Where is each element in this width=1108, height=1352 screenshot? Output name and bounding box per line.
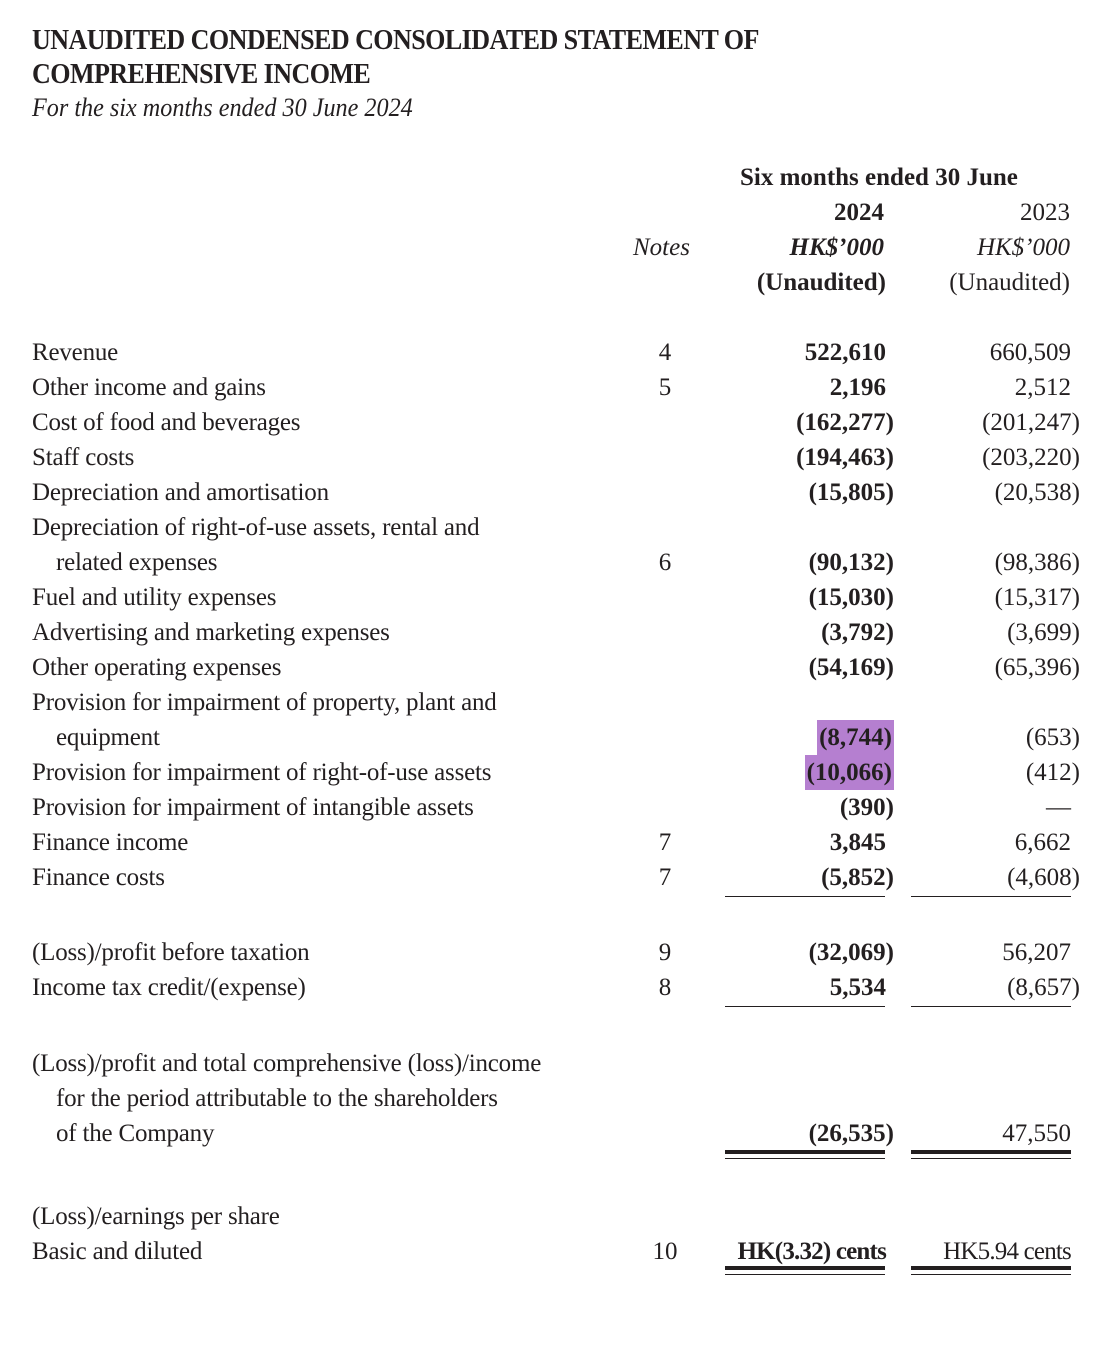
row-label: Finance costs bbox=[32, 864, 165, 891]
total-double-rule-thin-2024 bbox=[725, 1158, 885, 1159]
value-2024-highlighted: (10,066) bbox=[805, 755, 894, 790]
row-label-continued: of the Company bbox=[56, 1120, 215, 1147]
table-row-staff-costs bbox=[0, 440, 1108, 475]
table-row-impairment-intangible bbox=[0, 790, 1108, 825]
value-2024: (5,852) bbox=[821, 864, 894, 891]
row-label: Provision for impairment of property, plant and bbox=[32, 689, 497, 716]
table-row-total-comprehensive bbox=[0, 1046, 1108, 1081]
table-row-depreciation-rou bbox=[0, 510, 1108, 545]
value-2023: (203,220) bbox=[982, 444, 1080, 471]
table-row-impairment-rou bbox=[0, 755, 1108, 790]
currency-2023-header: HK$’000 bbox=[976, 234, 1070, 261]
value-2024: 2,196 bbox=[829, 374, 886, 401]
value-2023: (412) bbox=[1025, 759, 1080, 786]
value-2023: (8,657) bbox=[1007, 974, 1080, 1001]
total-double-rule-thin-2023 bbox=[911, 1158, 1071, 1159]
row-label: Fuel and utility expenses bbox=[32, 584, 277, 611]
row-label: Advertising and marketing expenses bbox=[32, 619, 390, 646]
row-label-continued: for the period attributable to the shareholders bbox=[56, 1085, 498, 1112]
row-note: 8 bbox=[658, 974, 672, 1001]
value-2024: 3,845 bbox=[829, 829, 886, 856]
value-2023: 2,512 bbox=[1014, 374, 1071, 401]
value-2023: (15,317) bbox=[994, 584, 1080, 611]
table-row-cost-of-food bbox=[0, 405, 1108, 440]
row-note: 9 bbox=[658, 939, 672, 966]
row-note: 7 bbox=[658, 864, 672, 891]
row-label: Finance income bbox=[32, 829, 189, 856]
value-2023: 47,550 bbox=[1002, 1120, 1071, 1147]
value-2023: (98,386) bbox=[994, 549, 1080, 576]
table-row-advertising bbox=[0, 615, 1108, 650]
table-row-total-comprehensive-cont bbox=[0, 1081, 1108, 1116]
value-2024: 5,534 bbox=[829, 974, 886, 1001]
notes-header: Notes bbox=[633, 234, 690, 261]
value-2024: (54,169) bbox=[808, 654, 894, 681]
value-2024: (15,805) bbox=[808, 479, 894, 506]
table-row-finance-income bbox=[0, 825, 1108, 860]
row-label: (Loss)/earnings per share bbox=[32, 1203, 280, 1230]
row-label-continued: related expenses bbox=[56, 549, 218, 576]
value-2024: (3,792) bbox=[821, 619, 894, 646]
value-2024: (15,030) bbox=[808, 584, 894, 611]
row-label: (Loss)/profit before taxation bbox=[32, 939, 310, 966]
table-row-other-operating bbox=[0, 650, 1108, 685]
eps-double-rule-thick-2024 bbox=[725, 1266, 885, 1270]
period-header: Six months ended 30 June bbox=[740, 164, 1018, 191]
value-2023: (65,396) bbox=[994, 654, 1080, 681]
value-2024: (162,277) bbox=[796, 409, 894, 436]
value-2023: (20,538) bbox=[994, 479, 1080, 506]
value-2024-highlighted: (8,744) bbox=[817, 720, 894, 755]
value-2023: (653) bbox=[1025, 724, 1080, 751]
subtotal-rule-2024 bbox=[725, 896, 885, 897]
value-2023: HK5.94 cents bbox=[943, 1238, 1071, 1265]
table-row-eps-basic-diluted bbox=[0, 1234, 1108, 1269]
row-label: Income tax credit/(expense) bbox=[32, 974, 306, 1001]
row-note: 7 bbox=[658, 829, 672, 856]
table-row-eps-heading bbox=[0, 1199, 1108, 1234]
table-row-depreciation bbox=[0, 475, 1108, 510]
row-label: Cost of food and beverages bbox=[32, 409, 301, 436]
currency-2024-header: HK$’000 bbox=[789, 234, 884, 261]
table-row-income-tax bbox=[0, 970, 1108, 1005]
eps-double-rule-thin-2023 bbox=[911, 1274, 1071, 1275]
subtotal-rule-2023 bbox=[911, 896, 1071, 897]
row-label: Provision for impairment of intangible assets bbox=[32, 794, 474, 821]
table-row-total-comprehensive-cont2 bbox=[0, 1116, 1108, 1151]
row-note: 10 bbox=[652, 1238, 678, 1265]
table-row-other-income bbox=[0, 370, 1108, 405]
value-2024: (26,535) bbox=[808, 1120, 894, 1147]
row-label: Staff costs bbox=[32, 444, 135, 471]
row-note: 6 bbox=[658, 549, 672, 576]
value-2023: 660,509 bbox=[989, 339, 1071, 366]
eps-double-rule-thick-2023 bbox=[911, 1266, 1071, 1270]
row-label: Other operating expenses bbox=[32, 654, 282, 681]
table-row-impairment-ppe bbox=[0, 685, 1108, 720]
table-row-profit-before-tax bbox=[0, 935, 1108, 970]
year-2023-header: 2023 bbox=[1020, 199, 1070, 226]
row-label-continued: equipment bbox=[56, 724, 160, 751]
table-row-depreciation-rou-cont bbox=[0, 545, 1108, 580]
status-2023-header: (Unaudited) bbox=[949, 269, 1070, 296]
total-double-rule-thick-2024 bbox=[725, 1150, 885, 1154]
row-label: Depreciation of right-of-use assets, rental and bbox=[32, 514, 480, 541]
row-label: Other income and gains bbox=[32, 374, 266, 401]
row-label: Provision for impairment of right-of-use assets bbox=[32, 759, 492, 786]
row-note: 4 bbox=[658, 339, 672, 366]
value-2023: 56,207 bbox=[1002, 939, 1071, 966]
status-2024-header: (Unaudited) bbox=[756, 269, 886, 296]
row-note: 5 bbox=[658, 374, 672, 401]
table-row-revenue bbox=[0, 335, 1108, 370]
subtitle: For the six months ended 30 June 2024 bbox=[32, 93, 413, 122]
total-double-rule-thick-2023 bbox=[911, 1150, 1071, 1154]
table-row-impairment-ppe-cont bbox=[0, 720, 1108, 755]
table-row-fuel-utility bbox=[0, 580, 1108, 615]
value-2023: (4,608) bbox=[1007, 864, 1080, 891]
year-2024-header: 2024 bbox=[834, 199, 884, 226]
title bbox=[32, 24, 759, 92]
value-2024: (32,069) bbox=[808, 939, 894, 966]
value-2024: 522,610 bbox=[804, 339, 886, 366]
value-2024: (194,463) bbox=[796, 444, 894, 471]
value-2023: 6,662 bbox=[1014, 829, 1071, 856]
tax-rule-2023 bbox=[911, 1006, 1071, 1007]
title-line-2: COMPREHENSIVE INCOME bbox=[32, 59, 371, 90]
value-2024: HK(3.32) cents bbox=[737, 1238, 886, 1265]
row-label: Basic and diluted bbox=[32, 1238, 203, 1265]
value-2023: (201,247) bbox=[982, 409, 1080, 436]
row-label: (Loss)/profit and total comprehensive (loss)/income bbox=[32, 1050, 542, 1077]
tax-rule-2024 bbox=[725, 1006, 885, 1007]
table-row-finance-costs bbox=[0, 860, 1108, 895]
value-2024: (90,132) bbox=[808, 549, 894, 576]
row-label: Depreciation and amortisation bbox=[32, 479, 329, 506]
value-2023: — bbox=[1046, 794, 1071, 821]
value-2023: (3,699) bbox=[1007, 619, 1080, 646]
row-label: Revenue bbox=[32, 339, 119, 366]
value-2024: (390) bbox=[839, 794, 894, 821]
eps-double-rule-thin-2024 bbox=[725, 1274, 885, 1275]
title-line-1: UNAUDITED CONDENSED CONSOLIDATED STATEMENT OF bbox=[32, 25, 759, 56]
